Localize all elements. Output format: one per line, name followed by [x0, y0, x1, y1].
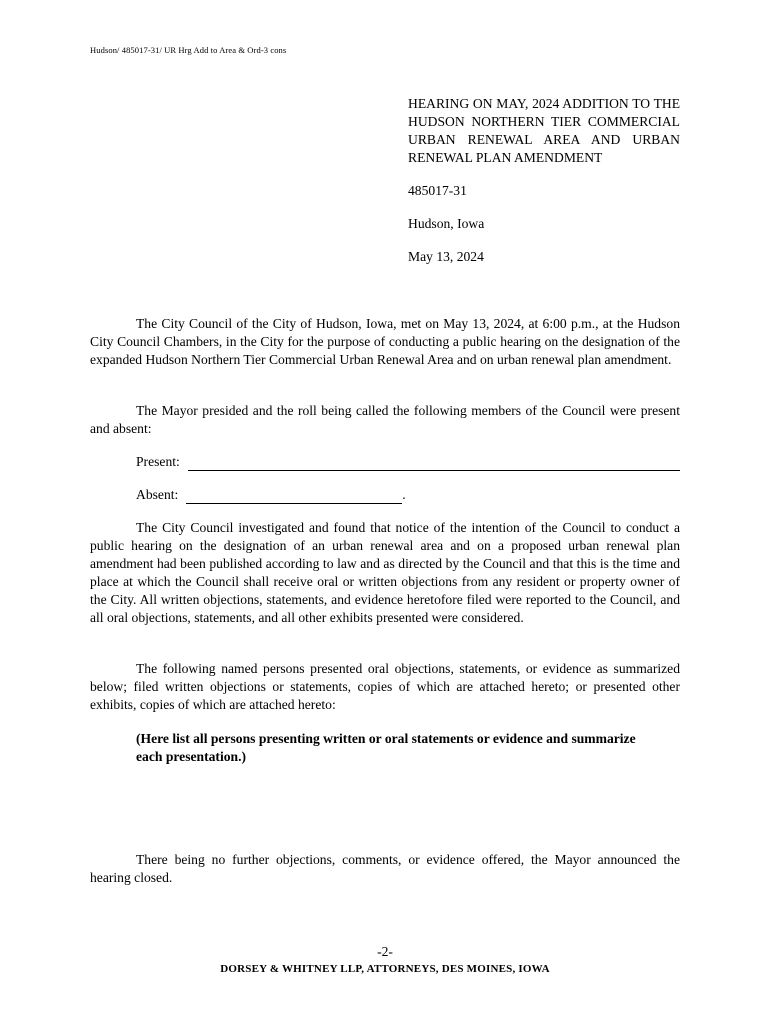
instruction-note: (Here list all persons presenting written or oral statements or evidence and summarize each presentation.)	[136, 731, 636, 764]
document-caption	[408, 95, 680, 266]
paragraph-persons-presented: The following named persons presented oral objections, statements, or evidence as summarized below; filed written objections or statements, copies of which are attached hereto; or presented other exhibits, copies of which are attached hereto:	[90, 661, 680, 712]
document-header-reference: Hudson/ 485017-31/ UR Hrg Add to Area & Ord-3 cons	[90, 45, 287, 55]
absent-label: Absent:	[136, 487, 179, 502]
paragraph-roll-call: The Mayor presided and the roll being called the following members of the Council were present and absent:	[90, 403, 680, 436]
caption-date: May 13, 2024	[408, 249, 484, 264]
footer-firm-name: DORSEY & WHITNEY LLP, ATTORNEYS, DES MOINES, IOWA	[220, 963, 550, 975]
present-label: Present:	[136, 454, 180, 469]
paragraph-notice-findings: The City Council investigated and found that notice of the intention of the Council to conduct a public hearing on the designation of an urban renewal area and on a proposed urban renewal plan amendment had been published according to law and as directed by the Council and that this is the time and place at which the Council shall receive oral or written objections from any resident or property owner of the City. All written objections, statements, and evidence heretofore filed were reported to the Council, and all oral objections, statements, and all other exhibits presented were considered.	[90, 520, 680, 625]
paragraph-hearing-closed: There being no further objections, comments, or evidence offered, the Mayor announced the hearing closed.	[90, 852, 680, 885]
paragraph-meeting-purpose: The City Council of the City of Hudson, Iowa, met on May 13, 2024, at 6:00 p.m., at the Hudson City Council Chambers, in the City for the purpose of conducting a public hearing on the designation of the expanded Hudson Northern Tier Commercial Urban Renewal Area and on urban renewal plan amendment.	[90, 316, 680, 367]
caption-title: HEARING ON MAY, 2024 ADDITION TO THE HUDSON NORTHERN TIER COMMERCIAL URBAN RENEWAL AREA AND URBAN RENEWAL PLAN AMENDMENT	[408, 96, 680, 165]
caption-file-number: 485017-31	[408, 183, 467, 198]
absent-blank	[186, 489, 402, 504]
absent-period: .	[402, 487, 406, 502]
present-blank	[188, 456, 680, 471]
roll-present-line	[136, 453, 680, 471]
caption-location: Hudson, Iowa	[408, 216, 485, 231]
roll-absent-line	[136, 486, 406, 504]
page-number: -2-	[377, 944, 393, 959]
